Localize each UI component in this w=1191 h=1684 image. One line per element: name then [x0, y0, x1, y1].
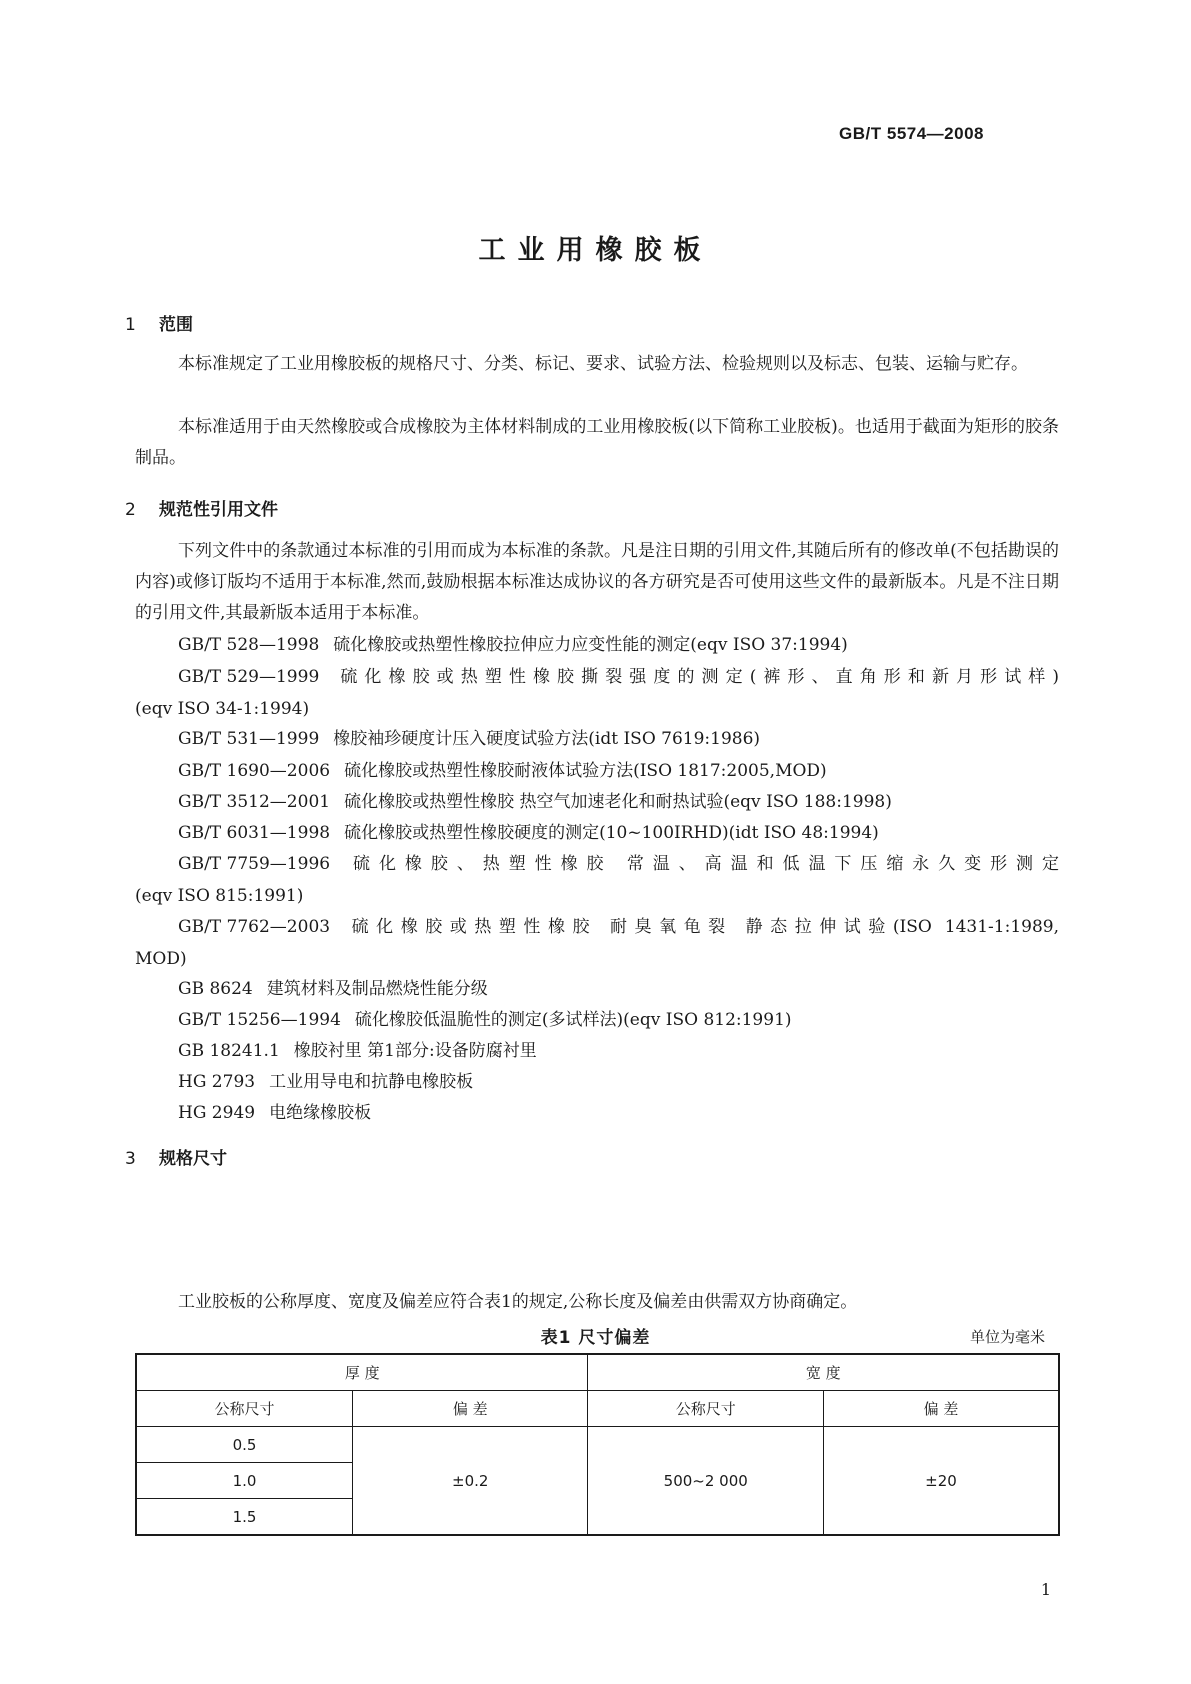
- reference-code: HG 2793: [178, 1072, 256, 1092]
- table-caption: 表1 尺寸偏差: [540, 1328, 651, 1348]
- thickness-value: 1.0: [136, 1463, 353, 1499]
- document-title: 工业用橡胶板: [478, 235, 713, 266]
- reference-code: GB/T 1690—2006: [178, 761, 331, 781]
- thickness-value: 0.5: [136, 1427, 353, 1463]
- reference-item: [135, 1035, 1059, 1067]
- column-header: 偏 差: [824, 1391, 1060, 1427]
- thickness-value: 1.5: [136, 1499, 353, 1536]
- table-unit-note: 单位为毫米: [969, 1328, 1045, 1346]
- reference-item: [135, 1004, 1059, 1036]
- width-range: 500~2 000: [588, 1427, 824, 1536]
- column-header: 公称尺寸: [136, 1391, 353, 1427]
- section-number: 1: [125, 315, 136, 335]
- reference-title: 硫化橡胶或热塑性橡胶 耐臭氧龟裂 静态拉伸试验(ISO 1431-1:1989,: [344, 917, 1059, 937]
- section-number: 2: [125, 500, 136, 520]
- reference-code: GB/T 7762—2003: [178, 917, 331, 937]
- reference-code: GB 18241.1: [178, 1041, 280, 1061]
- section-title: 范围: [159, 315, 193, 335]
- reference-item: [135, 911, 1059, 975]
- dimension-tolerance-table: [135, 1353, 1060, 1536]
- reference-code: GB/T 3512—2001: [178, 792, 331, 812]
- reference-title: 硫化橡胶或热塑性橡胶耐液体试验方法(ISO 1817:2005,MOD): [344, 761, 827, 781]
- reference-title: 橡胶衬里 第1部分:设备防腐衬里: [293, 1041, 537, 1061]
- reference-code: GB/T 528—1998: [178, 635, 320, 655]
- section-title: 规范性引用文件: [159, 500, 278, 520]
- section-3-paragraph: 工业胶板的公称厚度、宽度及偏差应符合表1的规定,公称长度及偏差由供需双方协商确定。: [178, 1292, 858, 1312]
- thickness-group-header: 厚 度: [136, 1354, 588, 1391]
- reference-code: HG 2949: [178, 1103, 256, 1123]
- section-1-paragraph-1: 本标准规定了工业用橡胶板的规格尺寸、分类、标记、要求、试验方法、检验规则以及标志、包装、运输与贮存。: [178, 354, 1028, 374]
- reference-title: 硫化橡胶或热塑性橡胶 热空气加速老化和耐热试验(eqv ISO 188:1998): [344, 792, 892, 812]
- table-column-header-row: [136, 1391, 1059, 1427]
- reference-item: [135, 661, 1059, 725]
- reference-item: [135, 848, 1059, 912]
- width-group-header: 宽 度: [588, 1354, 1059, 1391]
- reference-item: [135, 1066, 1059, 1098]
- section-1-heading: [125, 310, 193, 335]
- width-tolerance: ±20: [824, 1427, 1060, 1536]
- standard-number: GB/T 5574—2008: [839, 124, 984, 143]
- reference-item: [135, 629, 1059, 661]
- reference-title: 工业用导电和抗静电橡胶板: [269, 1072, 474, 1092]
- section-2-intro: 下列文件中的条款通过本标准的引用而成为本标准的条款。凡是注日期的引用文件,其随后所有的修改单(不包括勘误的内容)或修订版均不适用于本标准,然而,鼓励根据本标准达成协议的各方研究是否可使用这些文件的最新版本。凡是不注日期的引用文件,其最新版本适用于本标准。: [135, 541, 1059, 623]
- reference-code: GB 8624: [178, 979, 253, 999]
- table-row: [136, 1427, 1059, 1463]
- reference-title: 电绝缘橡胶板: [269, 1103, 372, 1123]
- reference-title: 硫化橡胶或热塑性橡胶撕裂强度的测定(裤形、直角形和新月形试样): [333, 667, 1059, 687]
- reference-title: 硫化橡胶、热塑性橡胶 常温、高温和低温下压缩永久变形测定: [344, 854, 1059, 874]
- section-title: 规格尺寸: [159, 1149, 227, 1169]
- reference-title: 建筑材料及制品燃烧性能分级: [266, 979, 488, 999]
- reference-continuation: (eqv ISO 34-1:1994): [135, 699, 310, 719]
- reference-title: 硫化橡胶低温脆性的测定(多试样法)(eqv ISO 812:1991): [354, 1010, 792, 1030]
- thickness-tolerance: ±0.2: [353, 1427, 588, 1536]
- page-number: 1: [1040, 1580, 1051, 1599]
- section-1-paragraph-2: 本标准适用于由天然橡胶或合成橡胶为主体材料制成的工业用橡胶板(以下简称工业胶板)。也适用于截面为矩形的胶条制品。: [135, 417, 1059, 468]
- section-number: 3: [125, 1149, 136, 1169]
- reference-code: GB/T 7759—1996: [178, 854, 331, 874]
- column-header: 公称尺寸: [588, 1391, 824, 1427]
- reference-title: 硫化橡胶或热塑性橡胶拉伸应力应变性能的测定(eqv ISO 37:1994): [333, 635, 848, 655]
- section-2-heading: [125, 495, 278, 520]
- reference-code: GB/T 531—1999: [178, 729, 320, 749]
- reference-continuation: (eqv ISO 815:1991): [135, 886, 304, 906]
- reference-item: [135, 786, 1059, 818]
- reference-title: 橡胶袖珍硬度计压入硬度试验方法(idt ISO 7619:1986): [333, 729, 761, 749]
- reference-continuation: MOD): [135, 949, 187, 969]
- reference-code: GB/T 15256—1994: [178, 1010, 341, 1030]
- reference-item: [135, 723, 1059, 755]
- reference-code: GB/T 529—1999: [178, 667, 320, 687]
- reference-item: [135, 1097, 1059, 1129]
- table-group-header-row: [136, 1354, 1059, 1391]
- reference-item: [135, 755, 1059, 787]
- column-header: 偏 差: [353, 1391, 588, 1427]
- section-3-heading: [125, 1144, 227, 1169]
- reference-item: [135, 817, 1059, 849]
- reference-code: GB/T 6031—1998: [178, 823, 331, 843]
- reference-item: [135, 973, 1059, 1005]
- reference-title: 硫化橡胶或热塑性橡胶硬度的测定(10~100IRHD)(idt ISO 48:1994): [344, 823, 879, 843]
